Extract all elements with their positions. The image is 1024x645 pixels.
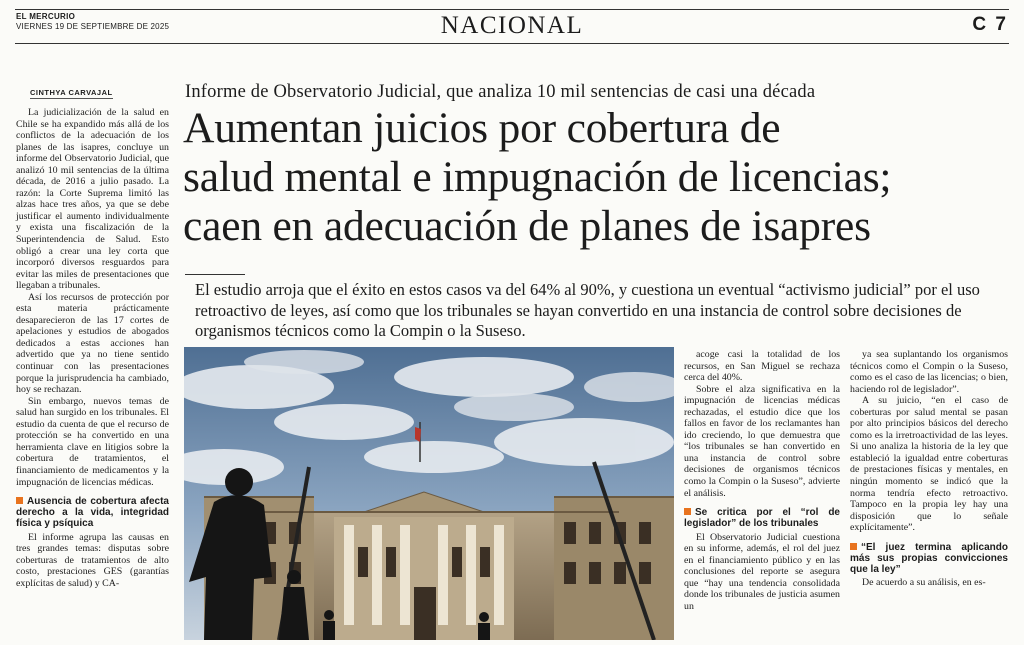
- paragraph: El Observatorio Judicial cuestiona en su informe, además, el rol del juez en el financiamiento público y en las conclusiones del reporte se asegura que “hay una tendencia consolidada donde los tribunales de justicia asumen un: [684, 531, 840, 612]
- masthead-top-rule: [15, 9, 1009, 10]
- paragraph: acoge casi la totalidad de los recursos, en San Miguel se rechaza cerca del 40%.: [684, 349, 840, 384]
- subheading-text: “El juez termina aplicando más sus propias convicciones que la ley”: [850, 541, 1008, 576]
- paragraph: ya sea suplantando los organismos técnicos como el Compin o la Suseso, como es el caso de las licencias; o bien, haciendo rol de legislador”.: [850, 349, 1008, 395]
- paragraph: El informe agrupa las causas en tres grandes temas: disputas sobre coberturas de tratamientos de alto costo, prestaciones GES (garantías explícitas de salud) y CA-: [16, 531, 169, 589]
- masthead: [0, 0, 1024, 44]
- paragraph: La judicialización de la salud en Chile se ha expandido más allá de los conflictos de la adecuación de los planes de las isapres, concluye un informe del Observatorio Judicial, que analizó 10 mil sentencias de la última década, de 2016 a julio pasado. La razón: la Corte Suprema limitó las alzas hace tres años, ya que se debe justificar el aumento individualmente y exista una fiscalización de la Superintendencia de Salud. Esto obligó a crear una ley corta que incorporó diversos resguardos para evitar las miles de presentaciones que llegaban a tribunales.: [16, 107, 169, 292]
- byline: CINTHYA CARVAJAL: [30, 88, 113, 97]
- article-column-4: [850, 349, 1008, 589]
- headline-line: Aumentan juicios por cobertura de: [183, 104, 781, 152]
- subheading-text: Ausencia de cobertura afecta derecho a la vida, integridad física y psíquica: [16, 496, 169, 530]
- courthouse-photo: [184, 347, 674, 640]
- issue-date: VIERNES 19 DE SEPTIEMBRE DE 2025: [16, 22, 170, 31]
- headline: [183, 104, 1013, 251]
- newspaper-name: EL MERCURIO: [16, 12, 76, 21]
- page-number: C 7: [972, 14, 1008, 35]
- bullet-square-icon: [684, 508, 691, 515]
- deck-rule: [185, 274, 245, 275]
- subheading: [850, 542, 1008, 576]
- section-title: NACIONAL: [440, 12, 584, 39]
- paragraph: Sobre el alza significativa en la impugnación de licencias médicas rechazadas, el estudio dice que los fallos en favor de los reclamantes han ido creciendo, lo que demuestra que “los tribunales se han convertido en una instancia de control sobre decisiones de organismos técnicos como la Compin o la Suseso”, advierte el análisis.: [684, 383, 840, 499]
- article-column-3: [684, 349, 840, 612]
- headline-line: salud mental e impugnación de licencias;: [183, 153, 892, 201]
- bullet-square-icon: [850, 543, 857, 550]
- paragraph: De acuerdo a su análisis, en es-: [862, 577, 986, 589]
- deck: El estudio arroja que el éxito en estos casos va del 64% al 90%, y cuestiona un eventual “activismo judicial” por el uso retroactivo de leyes, así como que los tribunales se hayan convertido en una instancia de control sobre decisiones de organismos técnicos como la Compin o la Suseso.: [195, 280, 980, 340]
- subheading: [16, 496, 169, 530]
- masthead-bottom-rule: [15, 43, 1009, 44]
- subheading: [684, 507, 840, 529]
- kicker: Informe de Observatorio Judicial, que analiza 10 mil sentencias de casi una década: [185, 82, 816, 102]
- paragraph: Sin embargo, nuevos temas de salud han surgido en los tribunales. El estudio da cuenta de que el recurso de protección se ha convertido en una herramienta clave en litigios sobre la cobertura de tratamientos, el financiamiento de medicamentos y la impugnación de licencias médicas.: [16, 395, 169, 488]
- paragraph: Así los recursos de protección por esta materia prácticamente desaparecieron de las 17 cortes de apelaciones y estudios de abogados dedicados a estas acciones han advertido que ya no tiene sentido continuar con las presentaciones porque la jurisprudencia ha cambiado, hoy se rechazan.: [16, 291, 169, 396]
- article-column-1: [16, 107, 169, 589]
- bullet-square-icon: [16, 497, 23, 504]
- headline-line: caen en adecuación de planes de isapres: [183, 202, 871, 250]
- subheading-text: Se critica por el “rol de legislador” de los tribunales: [684, 507, 840, 530]
- paragraph: A su juicio, “en el caso de coberturas por salud mental se pasan por alto principios básicos del derecho como es la irretroactividad de las leyes. Si uno analiza la historia de la ley que estableció la igualdad entre coberturas de prestaciones físicas y mentales, en ningún momento se indicó que la norma tendría efecto retroactivo. Tampoco en la propia ley hay una disposición que lo señale explícitamente”.: [850, 395, 1008, 534]
